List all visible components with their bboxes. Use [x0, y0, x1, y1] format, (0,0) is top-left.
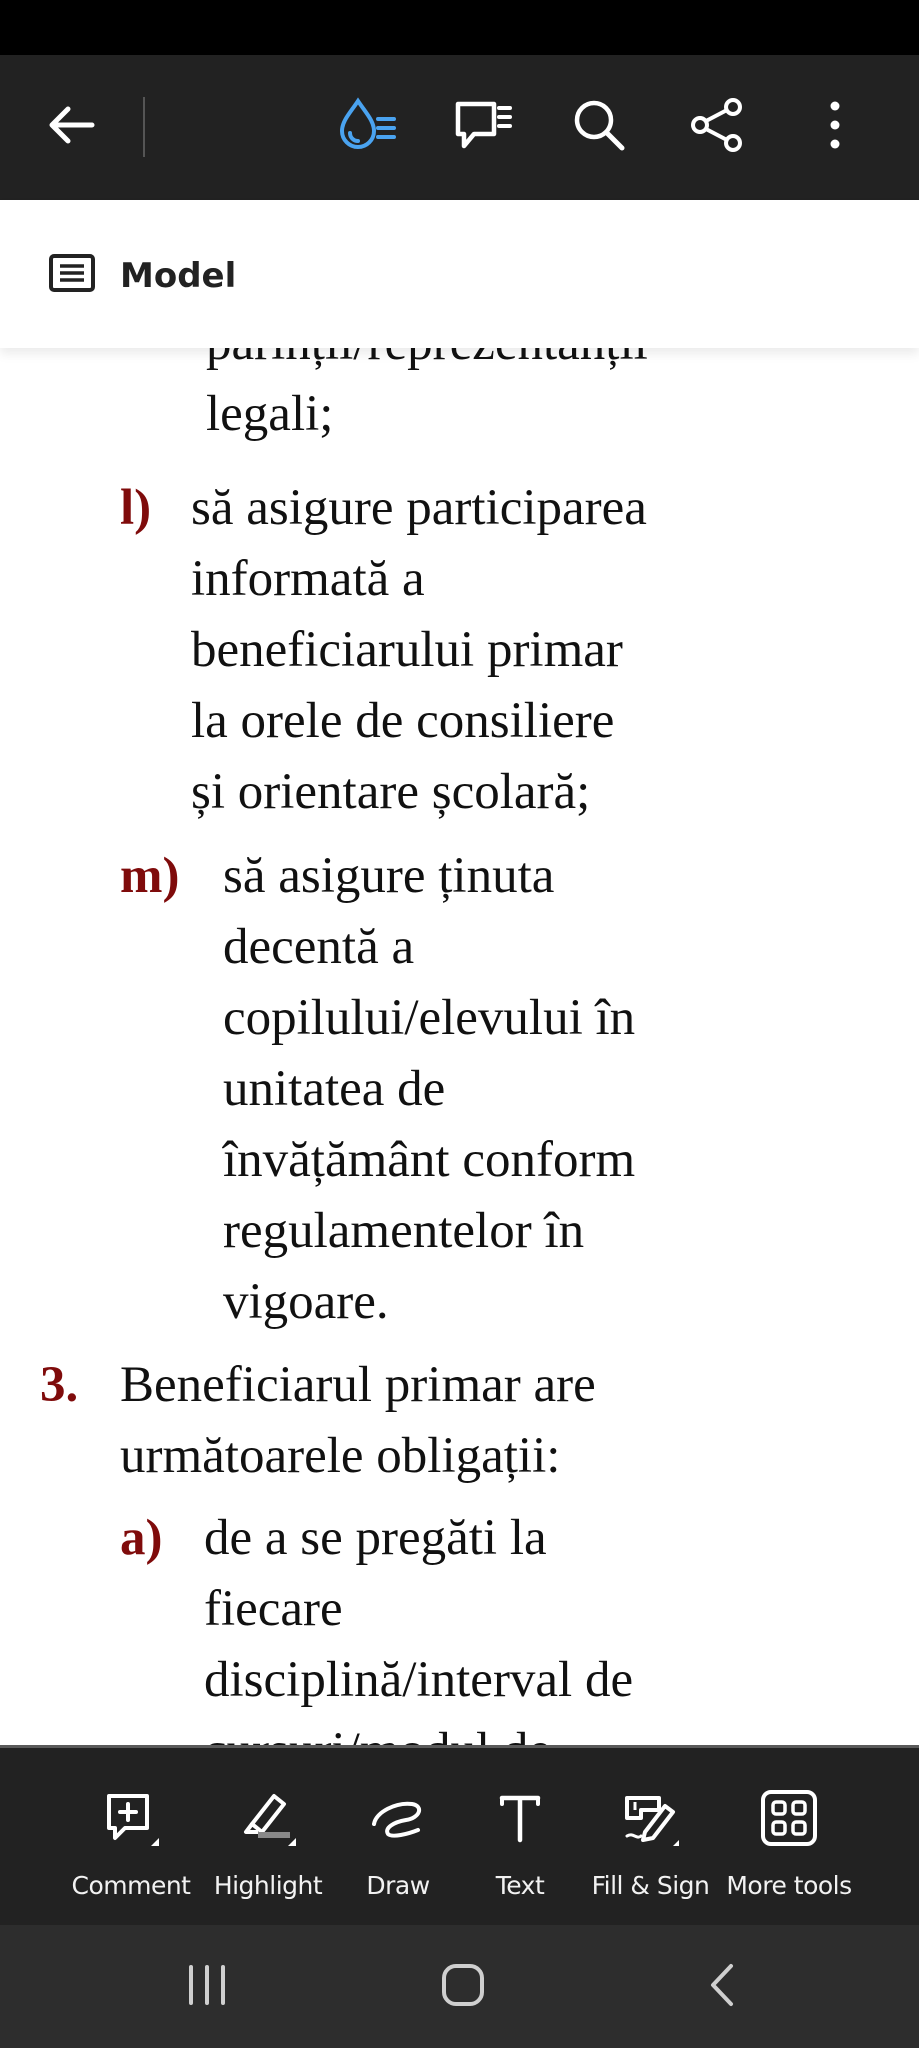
outline-icon[interactable] [48, 253, 96, 293]
draw-tool-label: Draw [366, 1871, 430, 1900]
list-item-3: Beneficiarul primar are următoarele obligații: [120, 1357, 596, 1484]
view-mode-label: Model [120, 256, 237, 296]
draw-icon [368, 1788, 428, 1848]
text-tool-label: Text [495, 1871, 545, 1900]
list-marker-3: 3. [40, 1357, 79, 1413]
comment-tool[interactable] [64, 1748, 198, 1925]
share-button[interactable] [677, 85, 757, 165]
search-icon [572, 98, 626, 152]
liquid-mode-icon [338, 97, 398, 153]
liquid-mode-button[interactable] [328, 85, 408, 165]
list-item-l: să asigure participarea informată a beneficiarului primar la orele de consiliere și orientare școlară; [191, 480, 647, 820]
more-tools-icon [759, 1788, 819, 1848]
highlighter-icon [238, 1788, 298, 1848]
list-marker-l: l) [120, 480, 152, 536]
recent-apps-button[interactable] [167, 1955, 247, 2015]
fill-sign-tool[interactable] [578, 1748, 723, 1925]
status-bar [0, 0, 919, 55]
text-tool[interactable] [470, 1748, 570, 1925]
more-vertical-icon [828, 100, 842, 150]
home-button[interactable] [423, 1955, 503, 2015]
bottom-tools-toolbar [0, 1748, 919, 1925]
system-navigation-bar [0, 1925, 919, 2048]
text-line: legali; [206, 386, 334, 442]
view-mode-bar [0, 200, 919, 348]
arrow-left-icon [46, 105, 96, 145]
more-tools-label: More tools [726, 1871, 852, 1900]
comment-list-icon [454, 98, 512, 152]
back-button[interactable] [31, 85, 111, 165]
comments-button[interactable] [443, 85, 523, 165]
back-icon [707, 1963, 737, 2007]
nav-back-button[interactable] [682, 1955, 762, 2015]
comment-tool-label: Comment [71, 1871, 191, 1900]
recent-apps-icon [185, 1965, 229, 2005]
home-icon [441, 1963, 485, 2007]
list-marker-m: m) [120, 848, 180, 904]
highlight-tool[interactable] [201, 1748, 335, 1925]
more-tools-button[interactable] [722, 1748, 856, 1925]
toolbar-divider [143, 97, 145, 157]
list-item-a: de a se pregăti la fiecare disciplină/interval de [204, 1510, 634, 1708]
highlight-tool-label: Highlight [213, 1871, 323, 1900]
fill-sign-tool-label: Fill & Sign [591, 1871, 710, 1900]
comment-add-icon [101, 1788, 161, 1848]
more-options-button[interactable] [795, 85, 875, 165]
list-item-m: să asigure ținuta decentă a copilului/elevului în unitatea de învățământ conform regulamentelor în vigoare. [223, 848, 636, 1330]
document-content [0, 270, 919, 1745]
fill-sign-icon [621, 1788, 681, 1848]
text-icon [490, 1788, 550, 1848]
draw-tool[interactable] [338, 1748, 458, 1925]
top-app-bar [0, 55, 919, 200]
share-icon [689, 97, 745, 153]
search-button[interactable] [559, 85, 639, 165]
list-marker-a: a) [120, 1510, 163, 1566]
